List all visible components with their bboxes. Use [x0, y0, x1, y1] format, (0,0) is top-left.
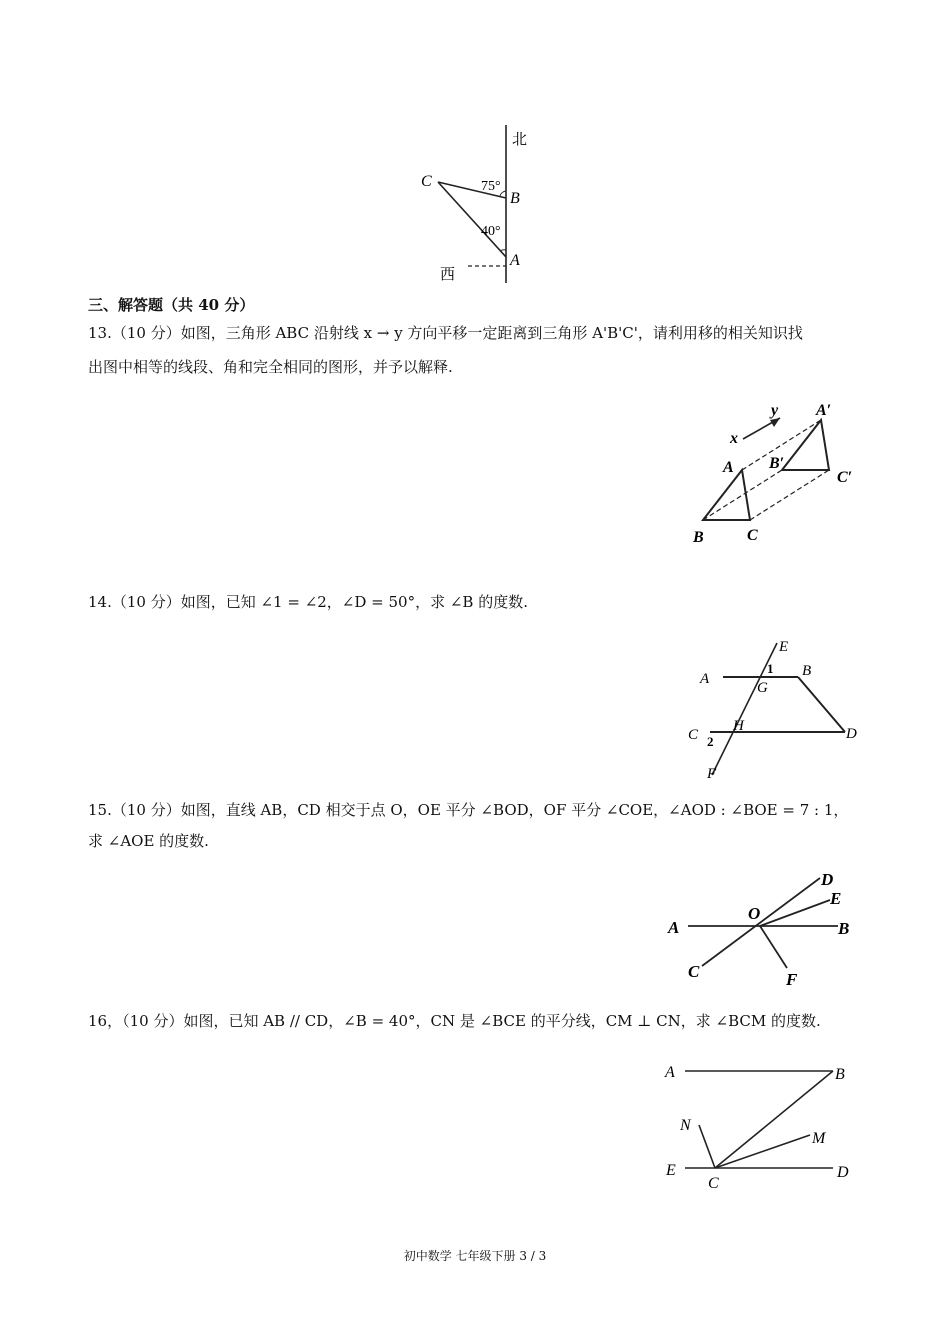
- point-f: F: [786, 970, 798, 989]
- point-d: D: [821, 870, 834, 889]
- q16-figure: [655, 1055, 865, 1195]
- arrow-head: [770, 418, 780, 427]
- angle-arc-a: [500, 250, 506, 251]
- point-c-label: C: [421, 173, 432, 190]
- point-g: G: [757, 680, 768, 696]
- q15-text-line2: 求 ∠AOE 的度数.: [88, 832, 209, 850]
- q13-text-line1: 13.（10 分）如图，三角形 ABC 沿射线 x → y 方向平移一定距离到三角形 A'B'C'，请利用移的相关知识找: [88, 324, 803, 342]
- point-e: E: [779, 639, 789, 655]
- west-label: 西: [440, 267, 456, 283]
- ray-cm: [715, 1135, 810, 1168]
- q15-figure: [660, 865, 860, 990]
- point-e: E: [830, 889, 842, 908]
- point-e: E: [666, 1162, 676, 1179]
- point-c: C: [747, 527, 758, 544]
- point-c: C: [708, 1175, 719, 1192]
- ray-cn: [699, 1125, 715, 1168]
- point-b: B: [835, 1066, 845, 1083]
- point-a: A: [700, 671, 710, 687]
- point-b: B: [838, 919, 850, 938]
- point-b: B: [802, 663, 812, 679]
- angle-40-label: 40°: [481, 224, 501, 239]
- q15-text-line1: 15.（10 分）如图，直线 AB，CD 相交于点 O，OE 平分 ∠BOD，OF 平分 ∠COE，∠AOD : ∠BOE = 7 : 1，: [88, 801, 849, 819]
- point-c-prime: C′: [837, 469, 853, 486]
- q13-text-line2: 出图中相等的线段、角和完全相同的图形，并予以解释.: [88, 358, 453, 376]
- ray-oe: [760, 900, 830, 926]
- segment-cb: [715, 1071, 833, 1168]
- angle-2: 2: [707, 734, 714, 749]
- point-b-prime: B′: [769, 455, 785, 472]
- q14-figure: [685, 635, 870, 785]
- q14-text-line1: 14.（10 分）如图，已知 ∠1 = ∠2，∠D = 50°，求 ∠B 的度数.: [88, 593, 528, 611]
- section-title: 三、解答题（共 40 分）: [88, 296, 255, 314]
- point-c: C: [688, 962, 700, 981]
- point-a-prime: A′: [816, 402, 832, 419]
- triangle-abc: [703, 470, 750, 520]
- point-b-label: B: [510, 190, 520, 207]
- point-d: D: [837, 1164, 849, 1181]
- q13-figure: [685, 395, 865, 550]
- point-h: H: [733, 718, 744, 734]
- angle-arc-b: [500, 191, 506, 196]
- point-m: M: [812, 1130, 826, 1147]
- point-a: A: [668, 918, 680, 937]
- label-y: y: [771, 402, 779, 419]
- point-n: N: [680, 1117, 691, 1134]
- point-d: D: [846, 726, 857, 742]
- angle-75-label: 75°: [481, 179, 501, 194]
- angle-1: 1: [767, 661, 774, 676]
- segment-bd: [798, 677, 845, 732]
- point-b: B: [693, 529, 704, 546]
- triangle-a2b2c2: [782, 420, 829, 470]
- point-f: F: [707, 766, 717, 782]
- q16-text-line1: 16，（10 分）如图，已知 AB // CD，∠B = 40°，CN 是 ∠BCE 的平分线，CM ⊥ CN，求 ∠BCM 的度数.: [88, 1012, 821, 1030]
- label-x: x: [730, 430, 738, 447]
- point-o: O: [748, 904, 761, 923]
- point-a-label: A: [510, 252, 520, 269]
- page-footer: 初中数学 七年级下册 3 / 3: [403, 1249, 547, 1263]
- bearing-figure: [410, 125, 550, 285]
- point-a: A: [723, 459, 734, 476]
- line-cd: [702, 878, 820, 966]
- point-c: C: [688, 727, 699, 743]
- point-a: A: [665, 1064, 675, 1081]
- north-label: 北: [512, 132, 528, 148]
- dashed-cc2: [750, 470, 829, 520]
- ray-of: [760, 926, 787, 968]
